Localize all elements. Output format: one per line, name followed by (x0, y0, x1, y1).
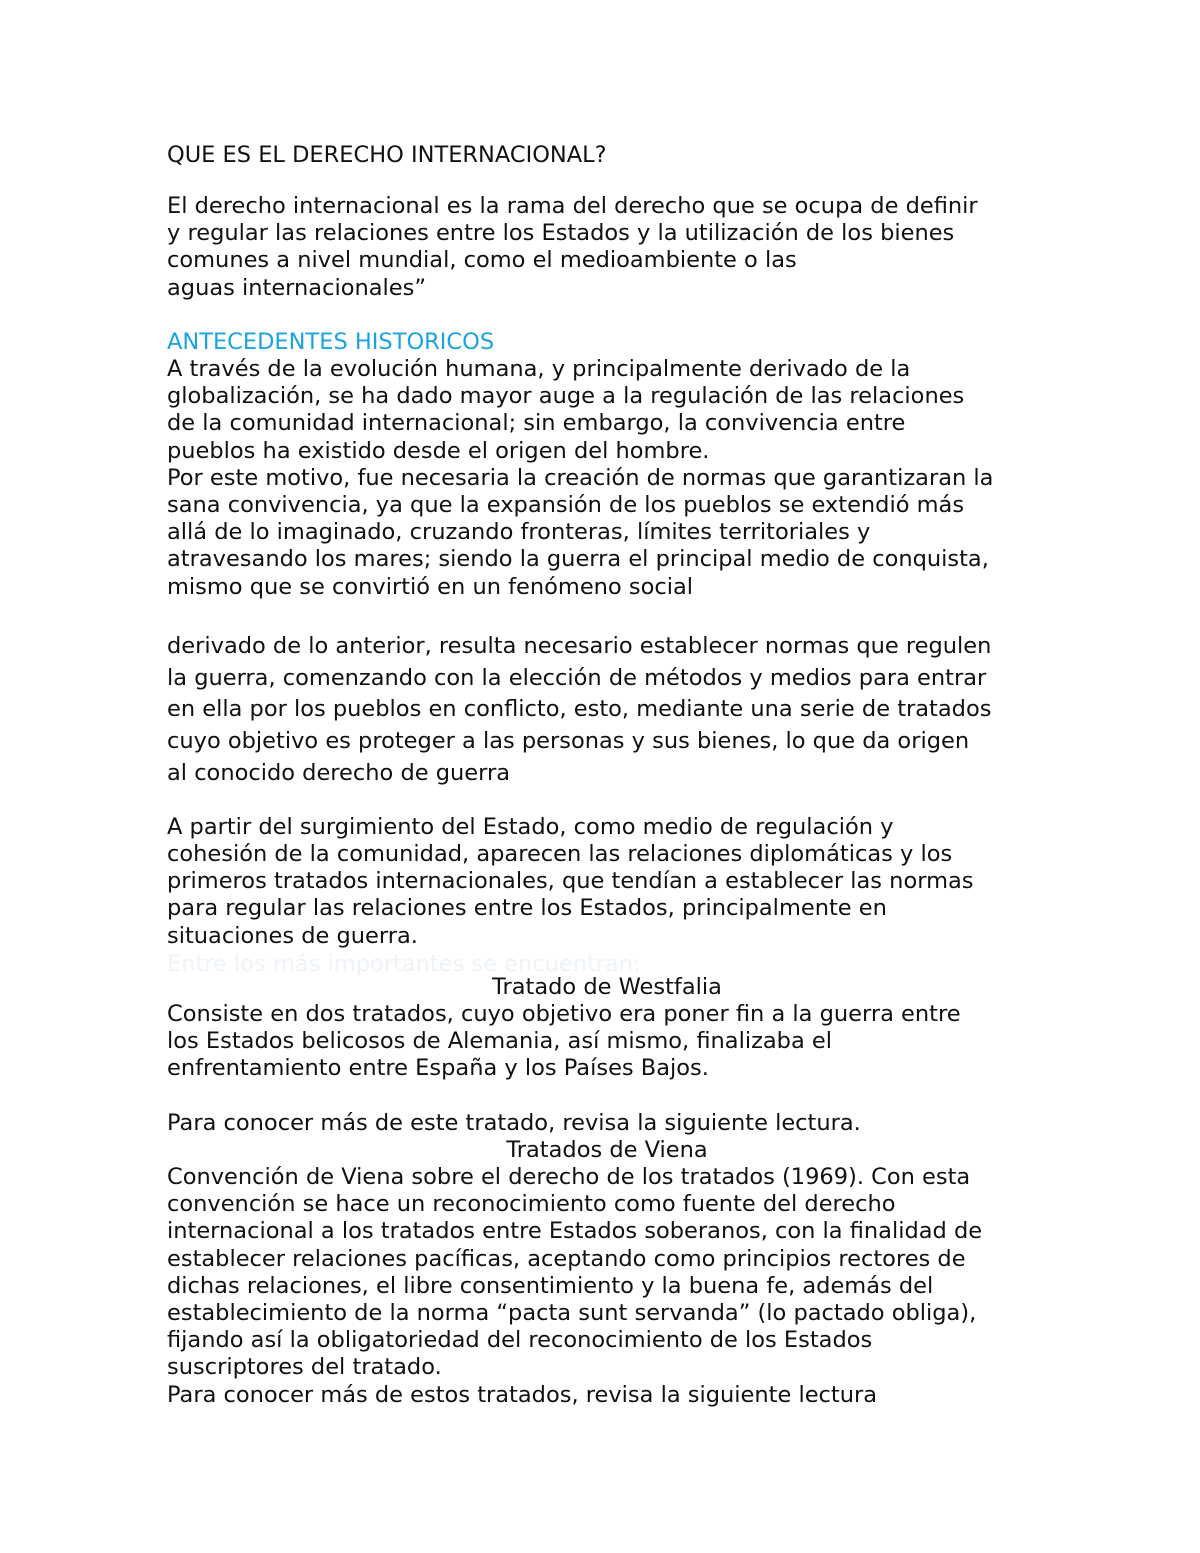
text-line: pueblos ha existido desde el origen del hombre. (167, 437, 710, 464)
text-line: los Estados belicosos de Alemania, así mismo, finalizaba el (167, 1028, 832, 1055)
text-line: en ella por los pueblos en conflicto, esto, mediante una serie de tratados (167, 696, 992, 723)
text-line: cuyo objetivo es proteger a las personas y sus bienes, lo que da origen (167, 728, 970, 755)
text-line: derivado de lo anterior, resulta necesario establecer normas que regulen (167, 632, 992, 659)
text-line: cohesión de la comunidad, aparecen las relaciones diplomáticas y los (167, 841, 953, 868)
text-line: aguas internacionales” (167, 274, 426, 301)
westfalia-read-more: Para conocer más de este tratado, revisa la siguiente lectura. (167, 1109, 861, 1136)
text-line: enfrentamiento entre España y los Países Bajos. (167, 1055, 709, 1082)
faint-text-line: Entre los más importantes se encuentran: (167, 950, 641, 977)
text-line: mismo que se convirtió en un fenómeno social (167, 573, 693, 600)
text-line: El derecho internacional es la rama del derecho que se ocupa de definir (167, 193, 978, 219)
viena-heading: Tratados de Viena (506, 1136, 708, 1163)
war-law-paragraph (167, 631, 1050, 790)
text-line: suscriptores del tratado. (167, 1354, 442, 1381)
text-line: de la comunidad internacional; sin embargo, la convivencia entre (167, 410, 906, 437)
section-heading: ANTECEDENTES HISTORICOS (167, 328, 495, 355)
text-line: Convención de Viena sobre el derecho de los tratados (1969). Con esta (167, 1164, 971, 1191)
viena-paragraph (167, 1164, 1050, 1382)
document-title: QUE ES EL DERECHO INTERNACIONAL? (167, 142, 607, 168)
text-line: Consiste en dos tratados, cuyo objetivo era poner fin a la guerra entre (167, 1001, 961, 1028)
text-line: comunes a nivel mundial, como el medioambiente o las (167, 247, 797, 274)
state-paragraph (167, 814, 1050, 950)
text-line: internacional a los tratados entre Estados soberanos, con la finalidad de (167, 1218, 983, 1245)
westfalia-paragraph (167, 1001, 1050, 1083)
text-line: convención se hace un reconocimiento como fuente del derecho (167, 1191, 896, 1218)
text-line: allá de lo imaginado, cruzando fronteras, límites territoriales y (167, 519, 871, 546)
text-line: al conocido derecho de guerra (167, 760, 511, 787)
text-line: fijando así la obligatoriedad del reconocimiento de los Estados (167, 1327, 873, 1354)
text-line: globalización, se ha dado mayor auge a la regulación de las relaciones (167, 383, 965, 410)
text-line: A partir del surgimiento del Estado, como medio de regulación y (167, 813, 894, 840)
text-line: establecer relaciones pacíficas, aceptando como principios rectores de (167, 1245, 966, 1272)
text-line: para regular las relaciones entre los Estados, principalmente en (167, 895, 887, 922)
history-paragraph (167, 356, 1050, 601)
intro-paragraph (167, 193, 1050, 302)
text-line: establecimiento de la norma “pacta sunt servanda” (lo pactado obliga), (167, 1300, 977, 1327)
text-line: primeros tratados internacionales, que tendían a establecer las normas (167, 868, 974, 895)
text-line: A través de la evolución humana, y principalmente derivado de la (167, 356, 911, 383)
text-line: sana convivencia, ya que la expansión de los pueblos se extendió más (167, 492, 965, 519)
text-line: atravesando los mares; siendo la guerra el principal medio de conquista, (167, 546, 989, 573)
viena-read-more: Para conocer más de estos tratados, revisa la siguiente lectura (167, 1381, 878, 1408)
text-line: y regular las relaciones entre los Estados y la utilización de los bienes (167, 220, 955, 247)
text-line: situaciones de guerra. (167, 922, 418, 949)
text-line: dichas relaciones, el libre consentimiento y la buena fe, además del (167, 1272, 934, 1299)
text-line: Por este motivo, fue necesaria la creación de normas que garantizaran la (167, 464, 994, 491)
westfalia-heading: Tratado de Westfalia (492, 973, 722, 1000)
text-line: la guerra, comenzando con la elección de métodos y medios para entrar (167, 664, 987, 691)
